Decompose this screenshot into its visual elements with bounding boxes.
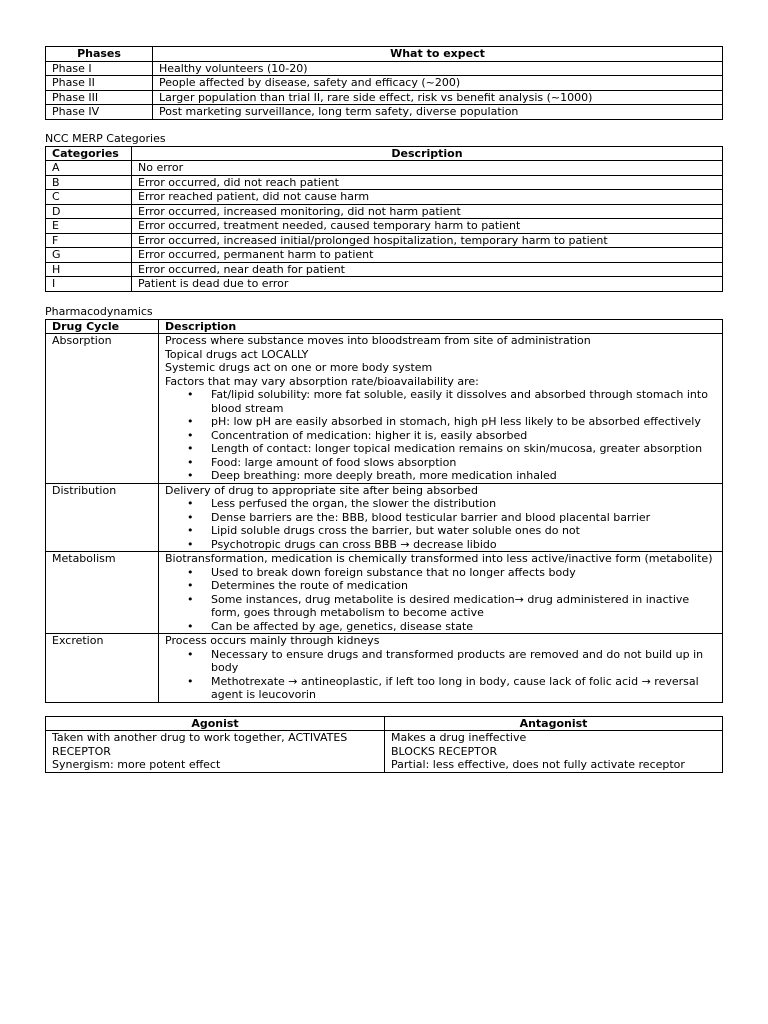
table-row: [46, 731, 723, 773]
category-description: Error occurred, did not reach patient: [132, 175, 723, 190]
category-cell: A: [46, 161, 132, 176]
category-description: Error reached patient, did not cause harm: [132, 190, 723, 205]
category-cell: H: [46, 262, 132, 277]
category-cell: C: [46, 190, 132, 205]
expect-cell: Post marketing surveillance, long term safety, diverse population: [153, 105, 723, 120]
description-line: Factors that may vary absorption rate/bioavailability are:: [165, 374, 479, 388]
drug-cycle-description: [159, 552, 723, 634]
antagonist-line: BLOCKS RECEPTOR: [391, 744, 498, 758]
phase-cell: Phase IV: [46, 105, 153, 120]
bullet-list: [165, 497, 716, 551]
table-row: [46, 262, 723, 277]
list-item: • Food: large amount of food slows absorption: [211, 456, 716, 470]
agonist-line: Taken with another drug to work together, ACTIVATES RECEPTOR: [52, 731, 348, 758]
table-row: [46, 204, 723, 219]
list-item: • Dense barriers are the: BBB, blood testicular barrier and blood placental barrier: [211, 511, 716, 525]
ncc-caption: NCC MERP Categories: [45, 131, 166, 145]
table-row: [46, 190, 723, 205]
document-page: [45, 46, 723, 773]
category-cell: G: [46, 248, 132, 263]
table-row: [46, 334, 723, 484]
category-description: Error occurred, near death for patient: [132, 262, 723, 277]
category-cell: E: [46, 219, 132, 234]
agonist-antagonist-table: [45, 716, 723, 773]
list-item: • Length of contact: longer topical medication remains on skin/mucosa, greater absorption: [211, 442, 716, 456]
description-line: Delivery of drug to appropriate site after being absorbed: [165, 483, 478, 497]
description-line: Process where substance moves into bloodstream from site of administration: [165, 334, 591, 347]
list-item: • Lipid soluble drugs cross the barrier, but water soluble ones do not: [211, 524, 716, 538]
drug-cycle-cell: Metabolism: [46, 552, 159, 634]
what-to-expect-header: What to expect: [153, 47, 723, 62]
bullet-list: [165, 566, 716, 634]
ncc-merp-table: [45, 146, 723, 292]
table-row: [46, 233, 723, 248]
table-row: [46, 61, 723, 76]
antagonist-header: Antagonist: [385, 716, 723, 731]
antagonist-line: Makes a drug ineffective: [391, 731, 527, 744]
list-item: • Fat/lipid solubility: more fat soluble, easily it dissolves and absorbed through stomach into blood stream: [211, 388, 716, 415]
description-line: Systemic drugs act on one or more body system: [165, 361, 433, 374]
agonist-header: Agonist: [46, 716, 385, 731]
category-description: Error occurred, increased monitoring, did not harm patient: [132, 204, 723, 219]
agonist-line: Synergism: more potent effect: [52, 758, 221, 771]
list-item: • Some instances, drug metabolite is desired medication→ drug administered in inactive form, goes through metabolism to become active: [211, 593, 716, 620]
drug-cycle-description: [159, 334, 723, 484]
phases-table: [45, 46, 723, 120]
list-item: • Psychotropic drugs can cross BBB → decrease libido: [211, 538, 716, 552]
table-row: [46, 219, 723, 234]
pharmacodynamics-caption: Pharmacodynamics: [45, 304, 153, 318]
list-item: • Less perfused the organ, the slower the distribution: [211, 497, 716, 511]
category-description: No error: [132, 161, 723, 176]
pharmacodynamics-table: [45, 319, 723, 703]
description-line: Biotransformation, medication is chemically transformed into less active/inactive form (metabolite): [165, 552, 713, 565]
table-row: [46, 161, 723, 176]
list-item: • Used to break down foreign substance that no longer affects body: [211, 566, 716, 580]
expect-cell: Larger population than trial II, rare side effect, risk vs benefit analysis (~1000): [153, 90, 723, 105]
list-item: • Can be affected by age, genetics, disease state: [211, 620, 716, 634]
list-item: • Determines the route of medication: [211, 579, 716, 593]
table-row: [46, 105, 723, 120]
bullet-list: [165, 388, 716, 483]
category-cell: F: [46, 233, 132, 248]
drug-cycle-cell: Absorption: [46, 334, 159, 484]
category-cell: B: [46, 175, 132, 190]
phase-cell: Phase III: [46, 90, 153, 105]
list-item: • Necessary to ensure drugs and transformed products are removed and do not build up in body: [211, 648, 716, 675]
table-row: [46, 552, 723, 634]
drug-cycle-header: Drug Cycle: [46, 319, 159, 334]
expect-cell: People affected by disease, safety and efficacy (~200): [153, 76, 723, 91]
description-header: Description: [159, 319, 723, 334]
category-description: Error occurred, treatment needed, caused temporary harm to patient: [132, 219, 723, 234]
drug-cycle-cell: Excretion: [46, 634, 159, 703]
list-item: • Concentration of medication: higher it is, easily absorbed: [211, 429, 716, 443]
antagonist-line: Partial: less effective, does not fully activate receptor: [391, 758, 685, 771]
table-row: [46, 483, 723, 552]
category-description: Patient is dead due to error: [132, 277, 723, 292]
category-description: Error occurred, permanent harm to patient: [132, 248, 723, 263]
list-item: • pH: low pH are easily absorbed in stomach, high pH less likely to be absorbed effectively: [211, 415, 716, 429]
description-line: Topical drugs act LOCALLY: [165, 347, 309, 361]
list-item: • Deep breathing: more deeply breath, more medication inhaled: [211, 469, 716, 483]
table-row: [46, 175, 723, 190]
table-row: [46, 248, 723, 263]
expect-cell: Healthy volunteers (10-20): [153, 61, 723, 76]
description-line: Process occurs mainly through kidneys: [165, 634, 380, 647]
drug-cycle-description: [159, 483, 723, 552]
phases-header: Phases: [46, 47, 153, 62]
phase-cell: Phase II: [46, 76, 153, 91]
agonist-cell: [46, 731, 385, 773]
table-row: [46, 76, 723, 91]
drug-cycle-description: [159, 634, 723, 703]
category-cell: I: [46, 277, 132, 292]
drug-cycle-cell: Distribution: [46, 483, 159, 552]
table-row: [46, 277, 723, 292]
description-header: Description: [132, 146, 723, 161]
antagonist-cell: [385, 731, 723, 773]
list-item: • Methotrexate → antineoplastic, if left too long in body, cause lack of folic acid → reversal agent is leucovorin: [211, 675, 716, 702]
category-description: Error occurred, increased initial/prolonged hospitalization, temporary harm to patient: [132, 233, 723, 248]
categories-header: Categories: [46, 146, 132, 161]
bullet-list: [165, 648, 716, 702]
table-row: [46, 634, 723, 703]
category-cell: D: [46, 204, 132, 219]
table-row: [46, 90, 723, 105]
phase-cell: Phase I: [46, 61, 153, 76]
